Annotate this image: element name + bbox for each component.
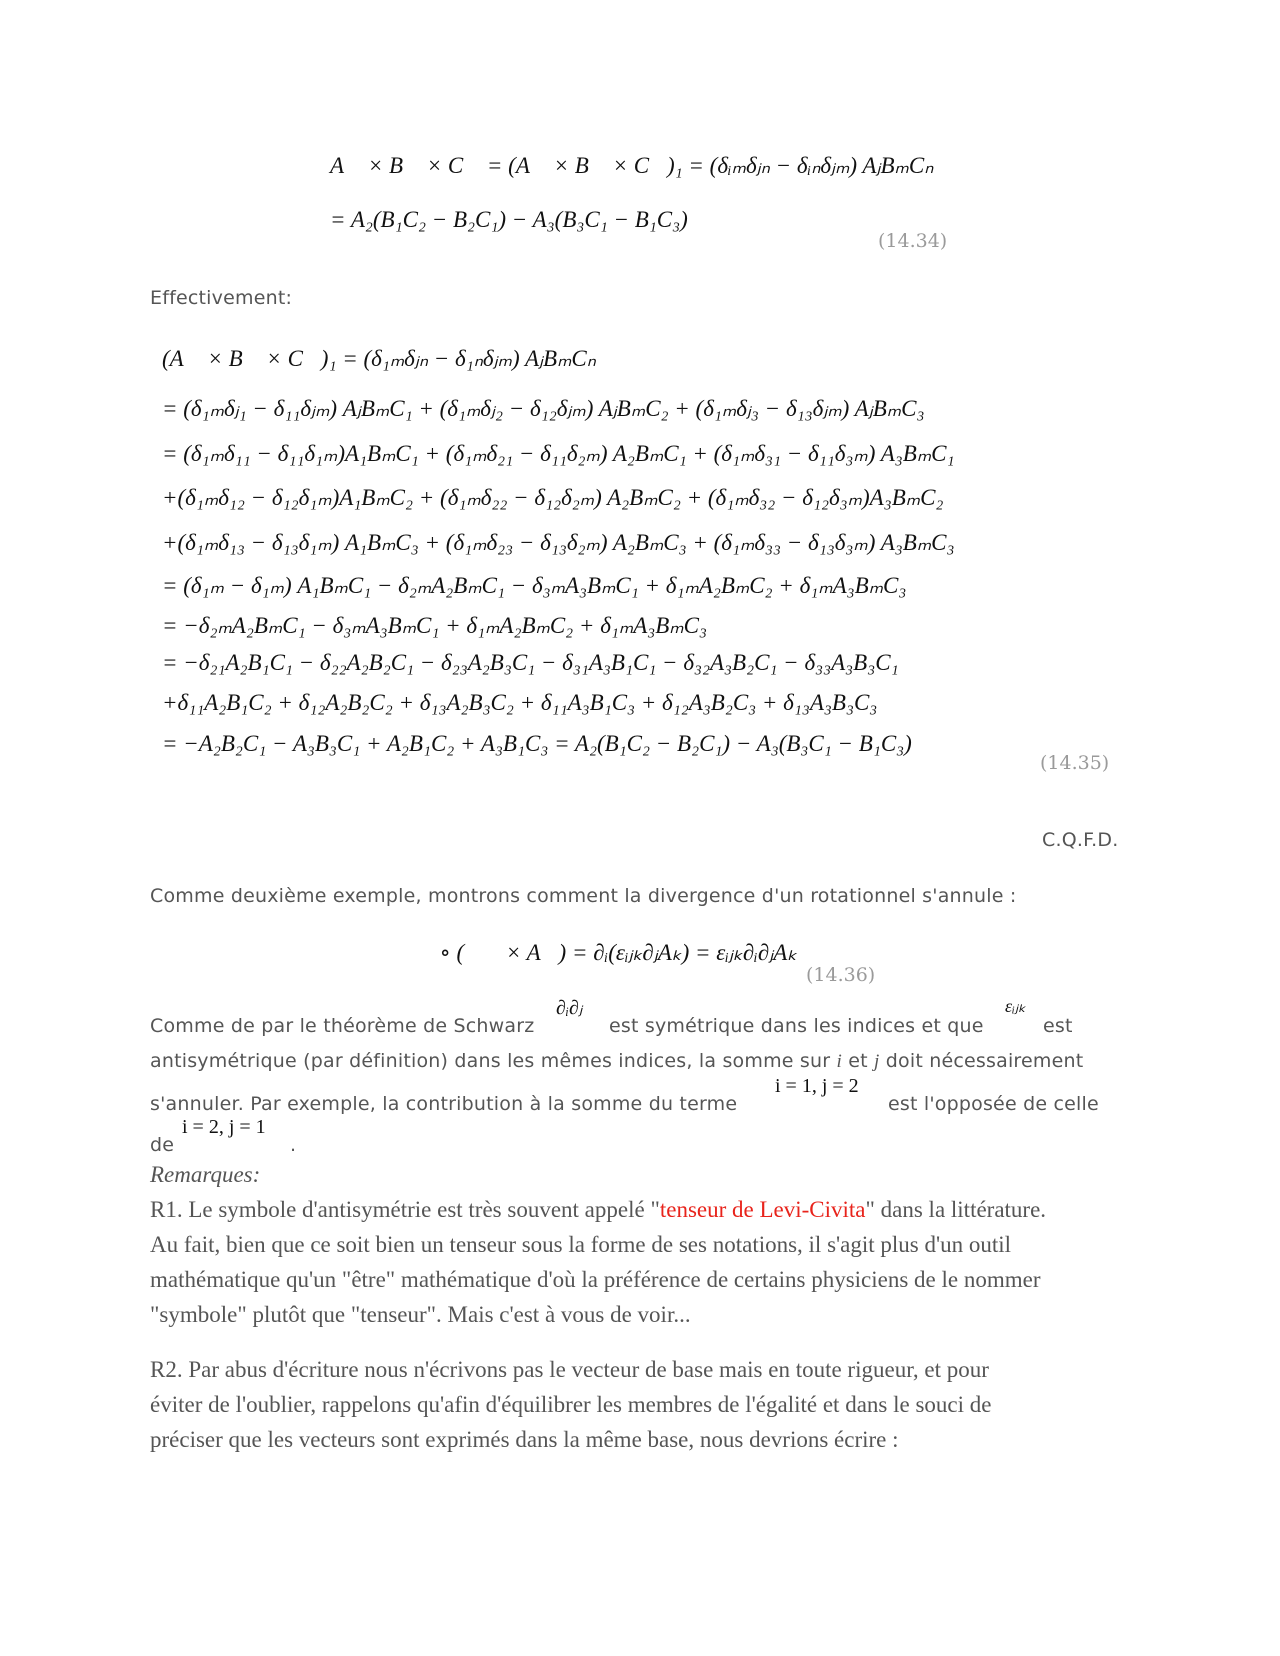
- second-example-text: Comme deuxième exemple, montrons comment la divergence d'un rotationnel s'annule :: [150, 885, 1017, 907]
- i1-j2-math: i = 1, j = 2: [775, 1075, 859, 1097]
- epsilon-ijk-math: εᵢⱼₖ: [1005, 996, 1026, 1016]
- partial-ij-math: ∂ᵢ∂ⱼ: [556, 997, 583, 1019]
- equation-14-34-line2: = A₂(B₁C₂ − B₂C₁) − A₃(B₃C₁ − B₁C₃): [330, 207, 688, 232]
- schwarz-text-2: est symétrique dans les indices et que: [609, 1015, 984, 1037]
- de-text: de: [150, 1134, 175, 1156]
- cqfd-label: C.Q.F.D.: [1042, 829, 1119, 851]
- equation-14-34-line1: A⃗ × B⃗ × C⃗ = (A⃗ × B⃗ × C⃗)₁ = (δᵢₘδⱼₙ − δᵢₙδⱼₘ) AⱼBₘCₙ: [330, 153, 934, 178]
- equation-14-35-line: +δ₁₁A₂B₁C₂ + δ₁₂A₂B₂C₂ + δ₁₃A₂B₃C₂ + δ₁₁A₃B₁C₃ + δ₁₂A₃B₂C₃ + δ₁₃A₃B₃C₃: [162, 690, 878, 715]
- index-j: j: [874, 1051, 880, 1072]
- remark-r1-line3: mathématique qu'un "être" mathématique d'où la préférence de certains physiciens de le nommer: [150, 1267, 1041, 1292]
- schwarz-text-3: est: [1043, 1015, 1073, 1037]
- equation-14-35-line: = −δ₂ₘA₂BₘC₁ − δ₃ₘA₃BₘC₁ + δ₁ₘA₂BₘC₂ + δ₁ₘA₃BₘC₃: [162, 613, 707, 638]
- equation-number-14-36: (14.36): [806, 964, 876, 986]
- equation-14-35-line: = −A₂B₂C₁ − A₃B₃C₁ + A₂B₁C₂ + A₃B₁C₃ = A₂(B₁C₂ − B₂C₁) − A₃(B₃C₁ − B₁C₃): [162, 731, 912, 756]
- equation-14-35-line: +(δ₁ₘδ₁₂ − δ₁₂δ₁ₘ)A₁BₘC₂ + (δ₁ₘδ₂₂ − δ₁₂δ₂ₘ) A₂BₘC₂ + (δ₁ₘδ₃₂ − δ₁₂δ₃ₘ)A₃BₘC₂: [162, 485, 944, 510]
- equation-14-35-line: = (δ₁ₘδ₁₁ − δ₁₁δ₁ₘ)A₁BₘC₁ + (δ₁ₘδ₂₁ − δ₁₁δ₂ₘ) A₂BₘC₁ + (δ₁ₘδ₃₁ − δ₁₁δ₃ₘ) A₃BₘC₁: [162, 441, 955, 466]
- remark-r2-line3: préciser que les vecteurs sont exprimés dans la même base, nous devrions écrire :: [150, 1427, 899, 1452]
- equation-14-35-line: = (δ₁ₘδⱼ₁ − δ₁₁δⱼₘ) AⱼBₘC₁ + (δ₁ₘδⱼ₂ − δ₁₂δⱼₘ) AⱼBₘC₂ + (δ₁ₘδⱼ₃ − δ₁₃δⱼₘ) AⱼBₘC₃: [162, 396, 925, 421]
- remarques-heading: Remarques:: [150, 1162, 261, 1187]
- remark-r1-line4: "symbole" plutôt que "tenseur". Mais c'est à vous de voir...: [150, 1302, 691, 1327]
- remark-r2-line2: éviter de l'oublier, rappelons qu'afin d'équilibrer les membres de l'égalité et dans le souci de: [150, 1392, 992, 1417]
- remark-r1-line1: R1. Le symbole d'antisymétrie est très souvent appelé "tenseur de Levi-Civita" dans la littérature.: [150, 1197, 1047, 1222]
- equation-14-36: ∇⃗ ∘ (∇⃗ × A⃗) = ∂ᵢ(εᵢⱼₖ∂ⱼAₖ) = εᵢⱼₖ∂ᵢ∂ⱼAₖ: [398, 940, 798, 965]
- contribution-text-2: est l'opposée de celle: [888, 1093, 1099, 1115]
- remark-r1-line2: Au fait, bien que ce soit bien un tenseur sous la forme de ses notations, il s'agit plus d'un outil: [150, 1232, 1012, 1257]
- equation-number-14-35: (14.35): [1040, 752, 1110, 774]
- equation-number-14-34: (14.34): [878, 230, 948, 252]
- contribution-text-1: s'annuler. Par exemple, la contribution à la somme du terme: [150, 1093, 738, 1115]
- levi-civita-link[interactable]: tenseur de Levi-Civita: [659, 1197, 866, 1222]
- equation-14-35-line: (A⃗ × B⃗ × C⃗)₁ = (δ₁ₘδⱼₙ − δ₁ₙδⱼₘ) AⱼBₘCₙ: [162, 346, 596, 371]
- equation-14-35-line: = (δ₁ₘ − δ₁ₘ) A₁BₘC₁ − δ₂ₘA₂BₘC₁ − δ₃ₘA₃BₘC₁ + δ₁ₘA₂BₘC₂ + δ₁ₘA₃BₘC₃: [162, 573, 907, 598]
- equation-14-35-line: = −δ₂₁A₂B₁C₁ − δ₂₂A₂B₂C₁ − δ₂₃A₂B₃C₁ − δ₃₁A₃B₁C₁ − δ₃₂A₃B₂C₁ − δ₃₃A₃B₃C₁: [162, 650, 899, 675]
- schwarz-text-1: Comme de par le théorème de Schwarz: [150, 1015, 535, 1037]
- period-text: .: [290, 1134, 297, 1156]
- antisym-text: antisymétrique (par définition) dans les mêmes indices, la somme sur i et j doit nécessairement: [150, 1050, 1084, 1072]
- index-i: i: [836, 1051, 842, 1072]
- equation-14-35-line: +(δ₁ₘδ₁₃ − δ₁₃δ₁ₘ) A₁BₘC₃ + (δ₁ₘδ₂₃ − δ₁₃δ₂ₘ) A₂BₘC₃ + (δ₁ₘδ₃₃ − δ₁₃δ₃ₘ) A₃BₘC₃: [162, 530, 955, 555]
- effectivement-label: Effectivement:: [150, 287, 293, 309]
- i2-j1-math: i = 2, j = 1: [182, 1116, 266, 1138]
- remark-r2-line1: R2. Par abus d'écriture nous n'écrivons pas le vecteur de base mais en toute rigueur, et pour: [150, 1357, 989, 1382]
